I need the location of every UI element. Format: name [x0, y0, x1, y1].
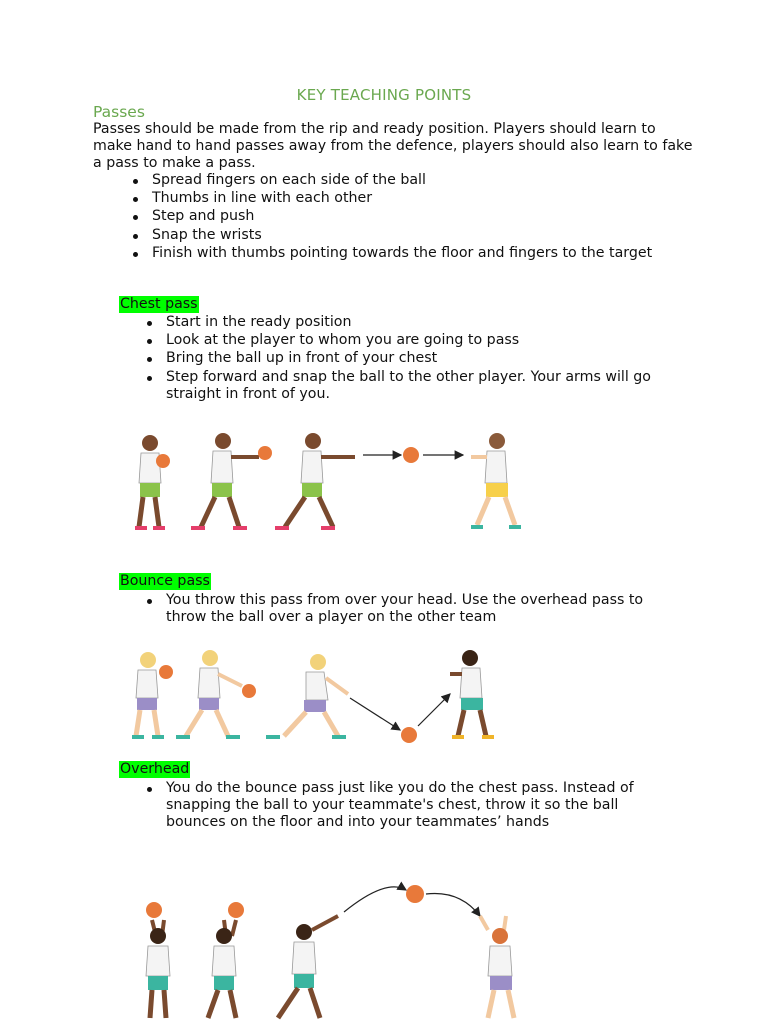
list-item: Start in the ready position	[166, 314, 656, 331]
bounce-pass-illustration	[128, 640, 518, 748]
list-item: Spread fingers on each side of the ball	[152, 172, 672, 189]
bounce-pass-label: Bounce pass	[120, 573, 210, 589]
chest-pass-label: Chest pass	[120, 296, 198, 312]
list-item: Thumbs in line with each other	[152, 190, 672, 207]
overhead-label: Overhead	[120, 761, 190, 777]
list-item: Step forward and snap the ball to the other player. Your arms will go straight in front of you.	[166, 369, 656, 403]
page-title: KEY TEACHING POINTS	[296, 86, 472, 104]
chest-pass-points-list	[166, 314, 656, 404]
list-item: Finish with thumbs pointing towards the floor and fingers to the target	[152, 245, 672, 262]
list-item: Bring the ball up in front of your chest	[166, 350, 656, 367]
overhead-pass-illustration	[138, 880, 538, 1024]
list-item: Snap the wrists	[152, 227, 672, 244]
passes-heading: Passes	[93, 103, 145, 121]
list-item: Look at the player to whom you are going to pass	[166, 332, 656, 349]
bounce-pass-points-list	[166, 592, 676, 627]
list-item: You throw this pass from over your head. Use the overhead pass to throw the ball over a player on the other team	[166, 592, 676, 626]
passes-points-list	[152, 172, 672, 263]
overhead-points-list	[166, 780, 676, 832]
list-item: Step and push	[152, 208, 672, 225]
chest-pass-illustration	[125, 425, 535, 543]
passes-intro: Passes should be made from the rip and ready position. Players should learn to make hand to hand passes away from the defence, players should also learn to fake a pass to make a pass.	[93, 121, 693, 171]
list-item: You do the bounce pass just like you do the chest pass. Instead of snapping the ball to your teammate's chest, throw it so the ball bounces on the floor and into your teammates’ hands	[166, 780, 676, 831]
